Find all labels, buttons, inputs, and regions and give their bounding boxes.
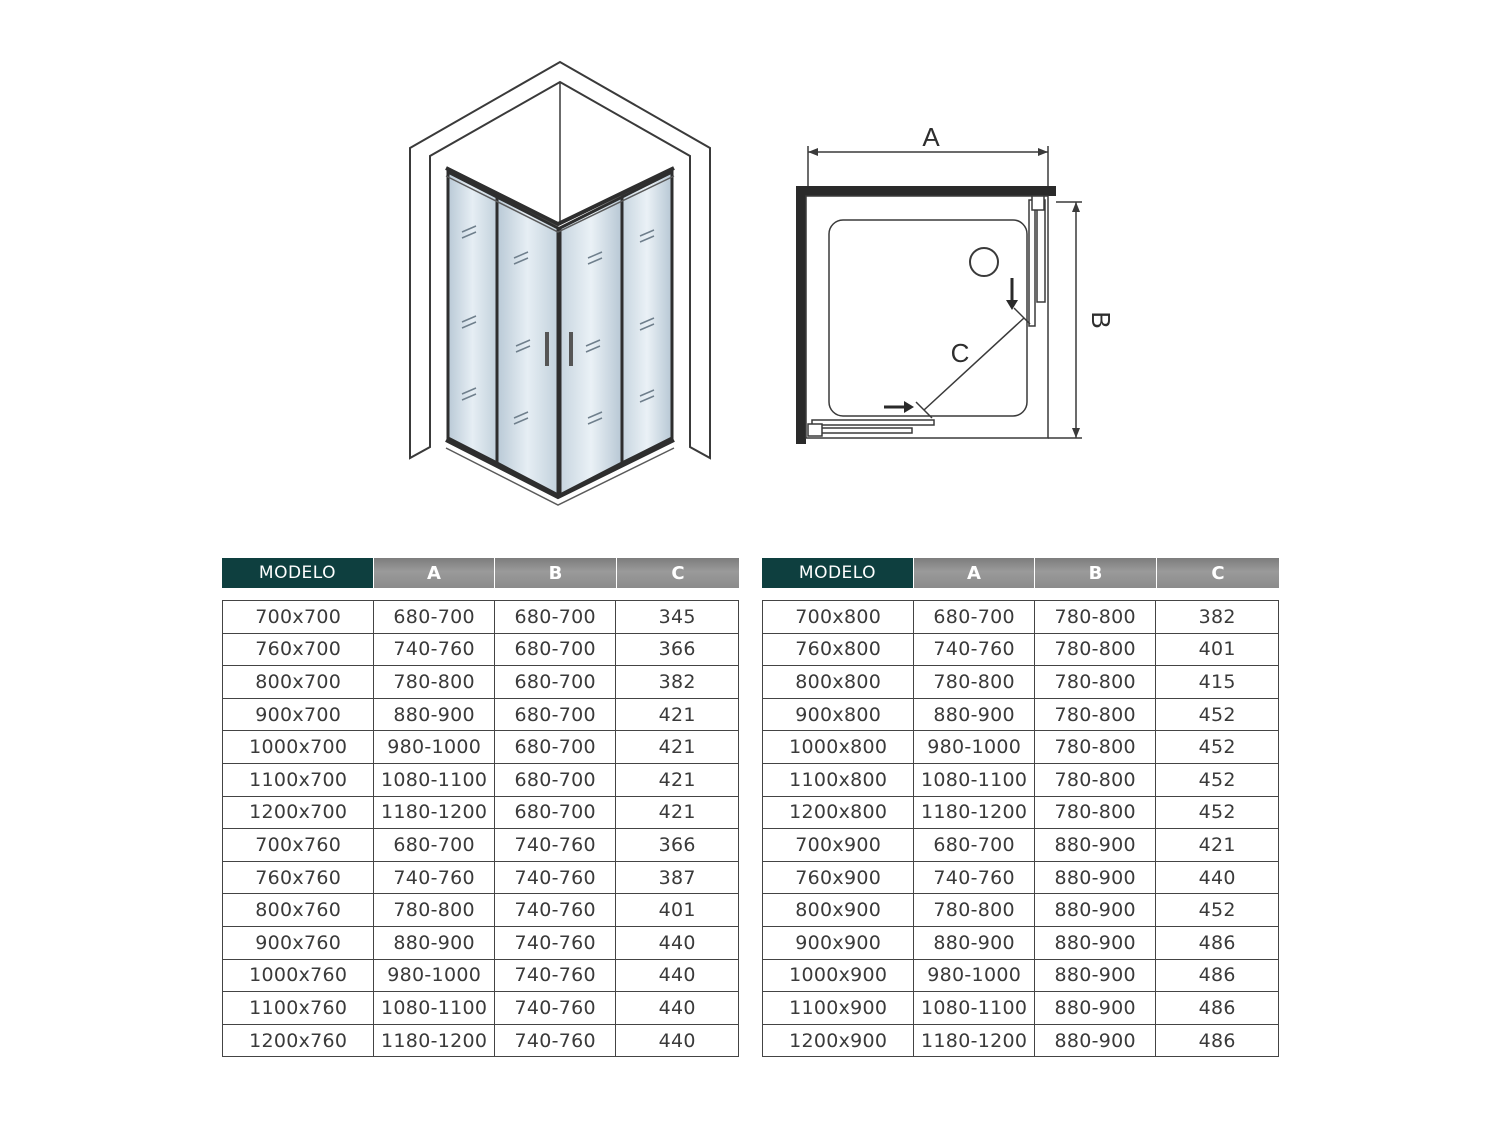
cell-c: 440	[658, 964, 696, 987]
table-row	[763, 862, 1278, 895]
cell-a: 980-1000	[914, 731, 1035, 763]
header-c: C	[617, 558, 739, 588]
table-row	[223, 764, 738, 797]
cell-c: 486	[1198, 931, 1236, 954]
table-row	[223, 927, 738, 960]
cell-b: 680-700	[495, 797, 617, 829]
table-row	[763, 764, 1278, 797]
cell-a: 880-900	[914, 699, 1035, 731]
cell-modelo: 700x760	[223, 829, 374, 861]
cell-c: 452	[1198, 736, 1236, 759]
cell-modelo: 900x800	[763, 699, 914, 731]
table-row	[223, 634, 738, 667]
cell-c: 382	[1198, 605, 1236, 628]
size-table-right	[762, 558, 1279, 1057]
cell-c: 486	[1198, 1029, 1236, 1052]
cell-modelo: 1100x700	[223, 764, 374, 796]
header-modelo: MODELO	[222, 558, 374, 588]
header-b: B	[495, 558, 617, 588]
cell-modelo: 1000x800	[763, 731, 914, 763]
cell-a: 740-760	[914, 634, 1035, 666]
shower-enclosure-illustration	[400, 55, 720, 520]
cell-b: 680-700	[495, 601, 617, 633]
cell-modelo: 760x900	[763, 862, 914, 894]
cell-c: 401	[658, 899, 696, 922]
cell-c: 440	[658, 996, 696, 1019]
header-modelo: MODELO	[762, 558, 914, 588]
cell-a: 780-800	[914, 666, 1035, 698]
cell-b: 780-800	[1035, 634, 1157, 666]
cell-b: 880-900	[1035, 927, 1157, 959]
table-row	[223, 894, 738, 927]
cell-c: 440	[658, 931, 696, 954]
table-row	[763, 829, 1278, 862]
table-row	[223, 992, 738, 1025]
cell-c: 421	[658, 768, 696, 791]
cell-a: 680-700	[374, 829, 495, 861]
cell-b: 740-760	[495, 894, 617, 926]
cell-c: 452	[1198, 801, 1236, 824]
cell-c: 440	[658, 1029, 696, 1052]
cell-modelo: 1000x700	[223, 731, 374, 763]
cell-c: 382	[658, 670, 696, 693]
cell-c: 345	[658, 605, 696, 628]
table-row	[763, 601, 1278, 634]
cell-b: 780-800	[1035, 764, 1157, 796]
cell-a: 780-800	[374, 666, 495, 698]
cell-a: 1180-1200	[374, 797, 495, 829]
cell-b: 880-900	[1035, 829, 1157, 861]
cell-modelo: 900x760	[223, 927, 374, 959]
cell-b: 780-800	[1035, 601, 1157, 633]
cell-b: 780-800	[1035, 666, 1157, 698]
plan-view-diagram	[780, 110, 1120, 455]
cell-a: 680-700	[914, 601, 1035, 633]
cell-b: 740-760	[495, 862, 617, 894]
cell-b: 680-700	[495, 699, 617, 731]
table-body	[222, 600, 739, 1057]
cell-modelo: 1200x800	[763, 797, 914, 829]
cell-a: 1180-1200	[374, 1025, 495, 1057]
cell-b: 740-760	[495, 927, 617, 959]
cell-b: 880-900	[1035, 992, 1157, 1024]
table-row	[223, 829, 738, 862]
table-row	[223, 601, 738, 634]
cell-b: 740-760	[495, 960, 617, 992]
table-row	[763, 666, 1278, 699]
table-header	[762, 558, 1279, 588]
header-a: A	[374, 558, 495, 588]
cell-a: 980-1000	[374, 960, 495, 992]
cell-c: 421	[658, 736, 696, 759]
table-row	[223, 1025, 738, 1058]
cell-a: 880-900	[374, 699, 495, 731]
cell-b: 880-900	[1035, 960, 1157, 992]
cell-modelo: 1100x900	[763, 992, 914, 1024]
cell-a: 880-900	[914, 927, 1035, 959]
header-b: B	[1035, 558, 1157, 588]
cell-a: 780-800	[374, 894, 495, 926]
table-row	[763, 927, 1278, 960]
cell-a: 740-760	[914, 862, 1035, 894]
cell-modelo: 1100x800	[763, 764, 914, 796]
cell-a: 780-800	[914, 894, 1035, 926]
cell-c: 452	[1198, 768, 1236, 791]
dimension-a-label: A	[922, 122, 940, 152]
table-header	[222, 558, 739, 588]
table-row	[223, 666, 738, 699]
cell-modelo: 800x760	[223, 894, 374, 926]
table-body	[762, 600, 1279, 1057]
cell-b: 740-760	[495, 1025, 617, 1057]
cell-b: 880-900	[1035, 894, 1157, 926]
cell-a: 680-700	[374, 601, 495, 633]
cell-a: 740-760	[374, 862, 495, 894]
cell-c: 421	[658, 703, 696, 726]
cell-b: 680-700	[495, 634, 617, 666]
table-row	[763, 960, 1278, 993]
cell-modelo: 1200x760	[223, 1025, 374, 1057]
cell-modelo: 760x700	[223, 634, 374, 666]
cell-b: 880-900	[1035, 1025, 1157, 1057]
cell-b: 740-760	[495, 992, 617, 1024]
cell-modelo: 760x760	[223, 862, 374, 894]
cell-modelo: 700x800	[763, 601, 914, 633]
table-row	[763, 894, 1278, 927]
cell-modelo: 800x900	[763, 894, 914, 926]
cell-modelo: 700x900	[763, 829, 914, 861]
cell-a: 1180-1200	[914, 1025, 1035, 1057]
cell-a: 1080-1100	[374, 992, 495, 1024]
cell-modelo: 900x700	[223, 699, 374, 731]
cell-modelo: 1000x900	[763, 960, 914, 992]
cell-b: 740-760	[495, 829, 617, 861]
table-row	[223, 699, 738, 732]
cell-a: 740-760	[374, 634, 495, 666]
cell-c: 452	[1198, 703, 1236, 726]
cell-b: 880-900	[1035, 862, 1157, 894]
cell-a: 980-1000	[374, 731, 495, 763]
table-row	[763, 992, 1278, 1025]
cell-modelo: 1200x700	[223, 797, 374, 829]
cell-modelo: 800x700	[223, 666, 374, 698]
cell-c: 421	[658, 801, 696, 824]
cell-b: 680-700	[495, 764, 617, 796]
cell-a: 1180-1200	[914, 797, 1035, 829]
cell-modelo: 900x900	[763, 927, 914, 959]
cell-c: 387	[658, 866, 696, 889]
table-row	[763, 1025, 1278, 1058]
cell-a: 880-900	[374, 927, 495, 959]
size-table-left	[222, 558, 739, 1057]
cell-modelo: 700x700	[223, 601, 374, 633]
table-row	[763, 699, 1278, 732]
table-row	[763, 731, 1278, 764]
header-a: A	[914, 558, 1035, 588]
cell-a: 1080-1100	[914, 764, 1035, 796]
cell-c: 366	[658, 833, 696, 856]
cell-b: 680-700	[495, 731, 617, 763]
cell-c: 452	[1198, 899, 1236, 922]
cell-a: 680-700	[914, 829, 1035, 861]
cell-b: 780-800	[1035, 731, 1157, 763]
cell-c: 415	[1198, 670, 1236, 693]
cell-c: 486	[1198, 996, 1236, 1019]
cell-modelo: 760x800	[763, 634, 914, 666]
cell-modelo: 1100x760	[223, 992, 374, 1024]
table-row	[223, 731, 738, 764]
cell-c: 440	[1198, 866, 1236, 889]
cell-modelo: 800x800	[763, 666, 914, 698]
cell-modelo: 1200x900	[763, 1025, 914, 1057]
cell-b: 780-800	[1035, 797, 1157, 829]
cell-a: 1080-1100	[914, 992, 1035, 1024]
cell-modelo: 1000x760	[223, 960, 374, 992]
cell-c: 401	[1198, 638, 1236, 661]
cell-a: 980-1000	[914, 960, 1035, 992]
dimension-b-label: B	[1086, 311, 1116, 329]
table-row	[223, 797, 738, 830]
dimension-c-label: C	[950, 338, 970, 368]
table-row	[763, 634, 1278, 667]
header-c: C	[1157, 558, 1279, 588]
table-row	[223, 862, 738, 895]
cell-c: 366	[658, 638, 696, 661]
table-row	[763, 797, 1278, 830]
cell-c: 486	[1198, 964, 1236, 987]
cell-b: 780-800	[1035, 699, 1157, 731]
cell-b: 680-700	[495, 666, 617, 698]
table-row	[223, 960, 738, 993]
cell-a: 1080-1100	[374, 764, 495, 796]
cell-c: 421	[1198, 833, 1236, 856]
